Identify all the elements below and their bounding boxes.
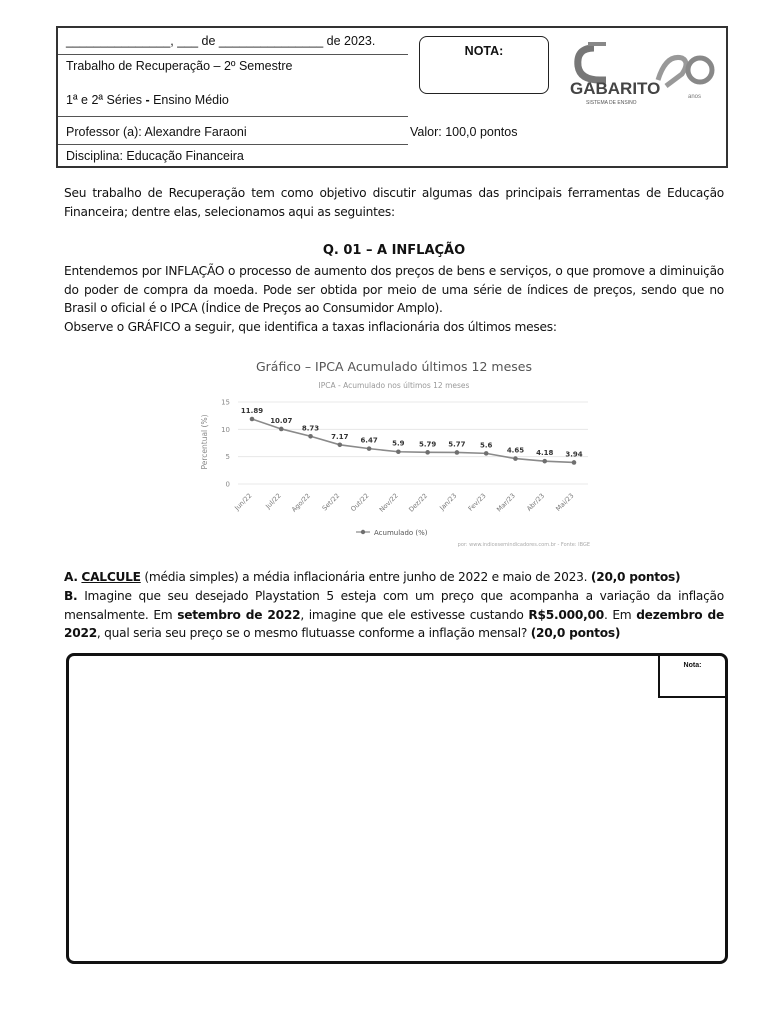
data-point bbox=[513, 456, 518, 461]
date-line: _______________, ___ de _______________ de 2023. bbox=[66, 34, 376, 48]
series-points bbox=[250, 417, 577, 465]
data-labels bbox=[241, 407, 583, 458]
answer-grade-box: Nota: bbox=[658, 656, 725, 698]
header-divider bbox=[58, 144, 408, 145]
answer-area[interactable] bbox=[66, 653, 728, 964]
intro-paragraph: Seu trabalho de Recuperação tem como objetivo discutir algumas das principais ferramentas de Educação Financeira; dentre elas, selecionamos aqui as seguintes: bbox=[64, 186, 724, 219]
x-tick-label: Mai/23 bbox=[554, 491, 576, 513]
header-divider bbox=[58, 54, 408, 55]
grades-line: 1ª e 2ª Séries - Ensino Médio bbox=[66, 93, 229, 107]
y-ticks bbox=[221, 399, 230, 489]
data-point bbox=[308, 434, 313, 439]
teacher-line: Professor (a): Alexandre Faraoni bbox=[66, 125, 247, 139]
x-tick-label: Ago/22 bbox=[290, 491, 312, 514]
logo-years: anos bbox=[688, 94, 702, 100]
data-label: 5.79 bbox=[418, 440, 437, 449]
data-label: 10.07 bbox=[270, 416, 293, 425]
legend-marker bbox=[361, 530, 365, 534]
data-point bbox=[484, 451, 489, 456]
x-tick-label: Nov/22 bbox=[377, 491, 400, 514]
data-point bbox=[279, 427, 284, 432]
work-title: Trabalho de Recuperação – 2º Semestre bbox=[66, 59, 293, 73]
question-b: B. Imagine que seu desejado Playstation 5 esteja com um preço que acompanha a variação da inflação mensalmente. Em setembro de 2022, imagine que ele estivesse custando R$5.000,00. Em dezembro de 2022, qual seria seu preço se o mesmo flutuasse conforme a inflação mensal? (20,0 pontos) bbox=[64, 589, 724, 640]
x-tick-label: Out/22 bbox=[349, 491, 371, 514]
chart-source: por: www.indicesemindicadores.com.br - Fonte: IBGE bbox=[457, 542, 590, 548]
x-tick-label: Mar/23 bbox=[495, 491, 517, 514]
data-label: 11.89 bbox=[240, 407, 264, 416]
data-label: 4.65 bbox=[506, 446, 525, 455]
data-point bbox=[250, 417, 255, 422]
header-divider bbox=[58, 116, 408, 117]
y-axis-label: Percentual (%) bbox=[200, 414, 209, 470]
x-tick-label: Abr/23 bbox=[525, 491, 547, 513]
x-tick-label: Jun/22 bbox=[233, 491, 254, 512]
chart-subtitle: IPCA - Acumulado nos últimos 12 meses bbox=[318, 381, 470, 390]
x-ticks bbox=[232, 492, 575, 514]
data-label: 7.17 bbox=[331, 432, 349, 441]
data-point bbox=[396, 449, 401, 454]
gabarito-logo bbox=[566, 40, 716, 110]
grade-box[interactable] bbox=[419, 36, 549, 94]
chart-intro: Observe o GRÁFICO a seguir, que identifica a taxas inflacionária dos últimos meses: bbox=[64, 320, 557, 334]
x-tick-label: Dez/22 bbox=[407, 491, 430, 514]
y-tick-label: 15 bbox=[221, 398, 230, 407]
header-box bbox=[56, 26, 728, 168]
logo-text: GABARITO bbox=[570, 79, 661, 98]
x-tick-label: Fev/23 bbox=[466, 491, 488, 513]
y-tick-label: 10 bbox=[221, 425, 230, 434]
data-label: 5.77 bbox=[448, 440, 466, 449]
data-point bbox=[572, 460, 577, 465]
data-label: 6.47 bbox=[360, 436, 378, 445]
subject-line: Disciplina: Educação Financeira bbox=[66, 149, 244, 163]
chart-title: Gráfico – IPCA Acumulado últimos 12 meses bbox=[255, 359, 533, 374]
data-point bbox=[542, 459, 547, 464]
data-point bbox=[455, 450, 460, 455]
data-point bbox=[425, 450, 430, 455]
inflation-paragraph: Entendemos por INFLAÇÃO o processo de aumento dos preços de bens e serviços, o que promove a diminuição do poder de compra da moeda. Pode ser obtida por meio de uma série de índices de preços, sendo que no Brasil o oficial é o IPCA (Índice de Preços ao Consumidor Amplo). bbox=[64, 264, 724, 315]
chart-legend bbox=[356, 529, 428, 537]
series-line bbox=[252, 416, 574, 462]
ipca-chart bbox=[198, 352, 598, 552]
x-tick-label: Jan/23 bbox=[438, 491, 459, 512]
question-a: A. CALCULE (média simples) a média inflacionária entre junho de 2022 e maio de 2023. (20,0 pontos) bbox=[64, 570, 681, 584]
points-value: Valor: 100,0 pontos bbox=[410, 125, 518, 139]
data-label: 5.6 bbox=[479, 441, 493, 450]
data-label: 4.18 bbox=[536, 449, 554, 458]
logo-subtext: SISTEMA DE ENSINO bbox=[586, 100, 637, 106]
data-label: 3.94 bbox=[565, 450, 583, 459]
y-tick-label: 5 bbox=[225, 453, 230, 462]
x-tick-label: Jul/22 bbox=[264, 491, 283, 511]
data-point bbox=[338, 443, 343, 448]
data-point bbox=[367, 446, 372, 451]
grade-label: NOTA: bbox=[464, 44, 504, 58]
legend-label: Acumulado (%) bbox=[374, 529, 428, 537]
question-title: Q. 01 – A INFLAÇÃO bbox=[322, 243, 466, 258]
x-tick-label: Set/22 bbox=[320, 491, 342, 513]
data-label: 8.73 bbox=[301, 424, 320, 433]
chart-grid bbox=[238, 402, 588, 484]
y-tick-label: 0 bbox=[225, 480, 230, 489]
data-label: 5.9 bbox=[392, 439, 405, 448]
